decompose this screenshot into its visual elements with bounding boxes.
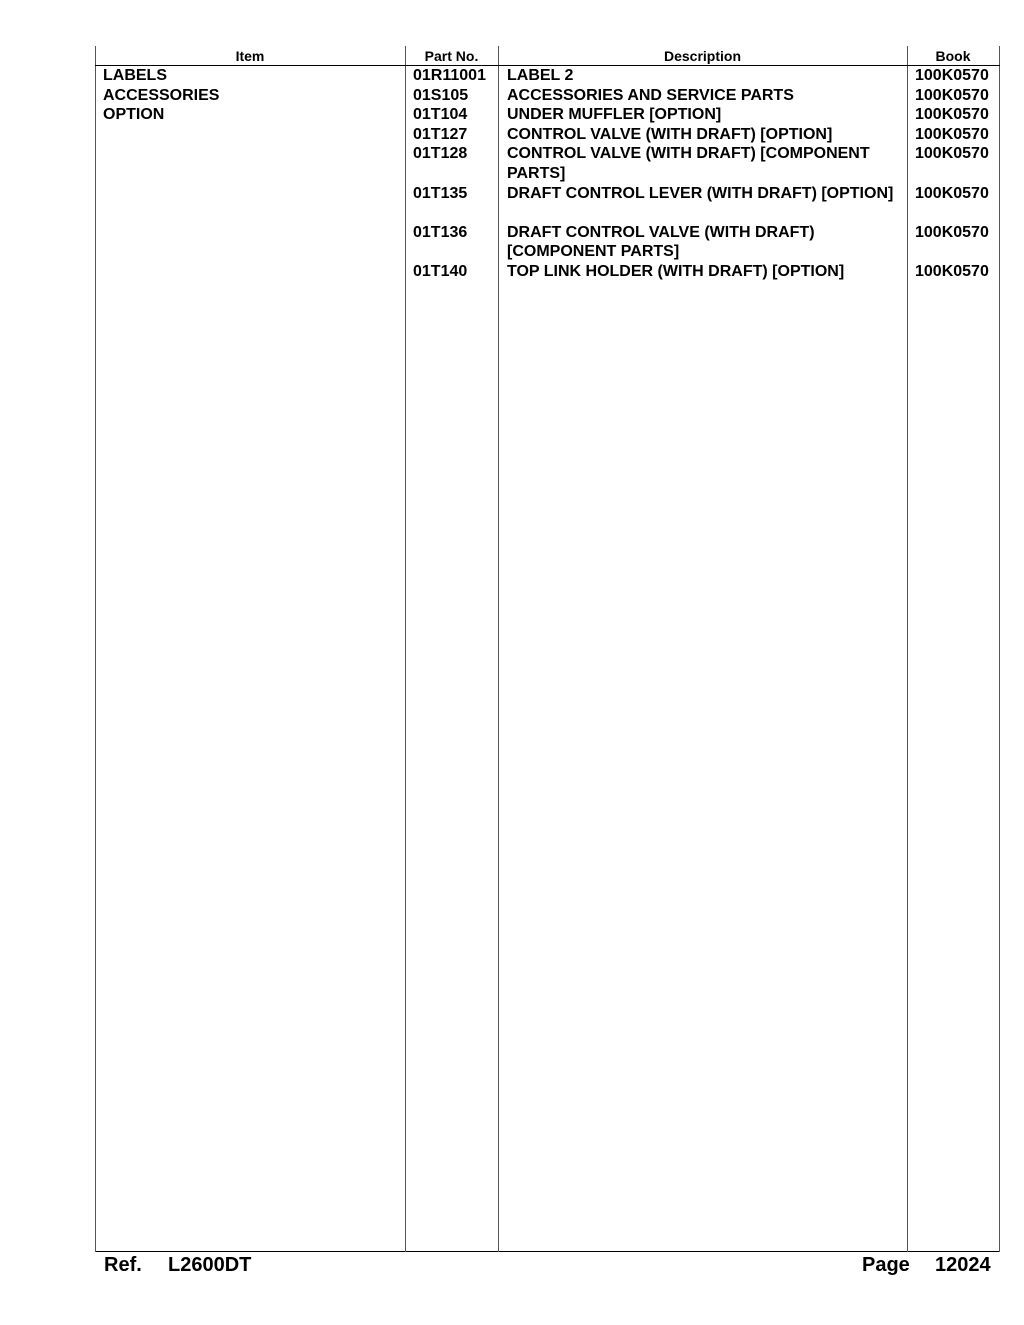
part-number: 01T127 xyxy=(413,125,468,143)
table-row xyxy=(95,86,1000,106)
table-row xyxy=(95,66,1000,86)
part-number: 01R11001 xyxy=(413,67,486,84)
item-labels: LABELS xyxy=(103,67,167,84)
book-number: 100K0570 xyxy=(915,125,989,143)
part-description: CONTROL VALVE (WITH DRAFT) [OPTION] xyxy=(507,125,833,143)
book-number: 100K0570 xyxy=(915,145,989,163)
part-description: DRAFT CONTROL LEVER (WITH DRAFT) [OPTION] xyxy=(507,184,894,202)
part-description: ACCESSORIES AND SERVICE PARTS xyxy=(507,86,794,104)
header-item: Item xyxy=(235,48,265,64)
table-body xyxy=(95,66,1000,282)
part-number: 01S105 xyxy=(413,86,469,104)
header-description: Description xyxy=(663,48,741,64)
part-number: 01T140 xyxy=(413,262,468,280)
table-row xyxy=(95,144,1000,183)
table-row xyxy=(95,223,1000,262)
table-row xyxy=(95,262,1000,282)
part-description: TOP LINK HOLDER (WITH DRAFT) [OPTION] xyxy=(507,262,845,280)
part-number: 01T104 xyxy=(413,106,468,124)
part-number: 01T128 xyxy=(413,145,468,163)
book-number: 100K0570 xyxy=(915,86,989,104)
part-description: CONTROL VALVE (WITH DRAFT) [COMPONENT PARTS] xyxy=(507,145,870,182)
header-part-no: Part No. xyxy=(424,48,479,64)
table-row xyxy=(95,184,1000,223)
table-row xyxy=(95,105,1000,125)
table-row xyxy=(95,125,1000,145)
book-number: 100K0570 xyxy=(915,223,989,241)
part-description: DRAFT CONTROL VALVE (WITH DRAFT) [COMPONENT PARTS] xyxy=(507,223,815,261)
book-number: 100K0570 xyxy=(915,106,989,124)
item-option: OPTION xyxy=(103,106,165,124)
book-number: 100K0570 xyxy=(915,184,989,202)
item-accessories: ACCESSORIES xyxy=(103,86,220,104)
footer-page-label: Page xyxy=(862,1254,910,1276)
parts-table xyxy=(95,46,1000,1252)
part-number: 01T135 xyxy=(413,184,468,202)
book-number: 100K0570 xyxy=(915,67,989,84)
part-description: LABEL 2 xyxy=(507,67,574,84)
footer-page-number: 12024 xyxy=(935,1254,991,1276)
footer-ref-label: Ref. xyxy=(104,1254,142,1276)
part-description: UNDER MUFFLER [OPTION] xyxy=(507,106,722,124)
footer-model: L2600DT xyxy=(168,1254,252,1276)
part-number: 01T136 xyxy=(413,223,468,241)
header-book: Book xyxy=(935,48,971,64)
book-number: 100K0570 xyxy=(915,262,989,280)
